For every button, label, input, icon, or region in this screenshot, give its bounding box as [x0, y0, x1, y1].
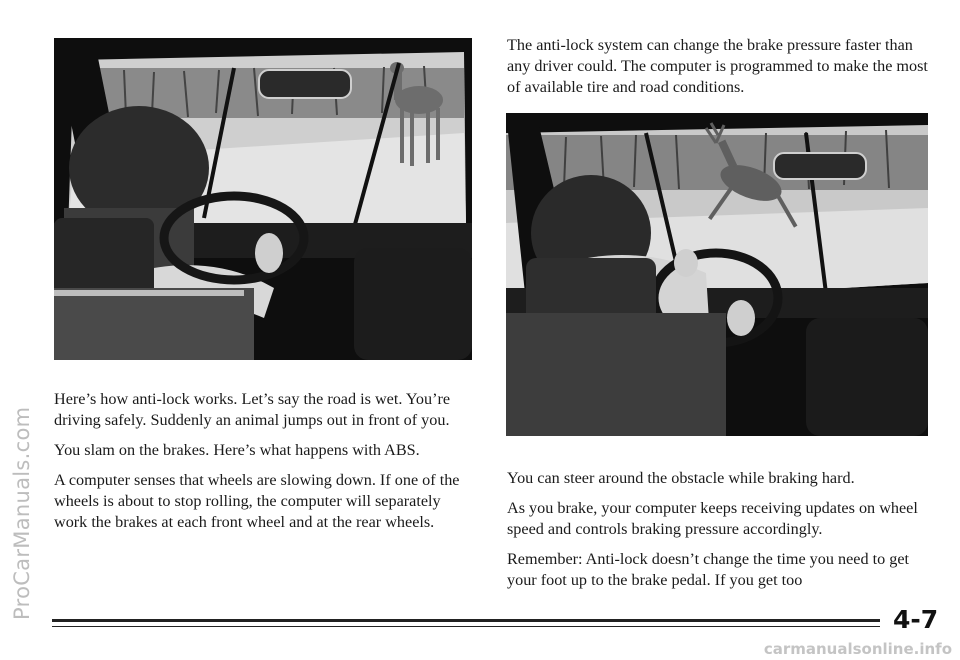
paragraph: Remember: Anti-lock doesn’t change the time you need to get your foot up to the brake pedal. If you get too [507, 550, 910, 589]
page-number: 4-7 [893, 605, 939, 634]
footer-watermark: carmanualsonline.info [763, 640, 952, 658]
side-watermark: ProCarManuals.com [10, 406, 34, 620]
paragraph: Here’s how anti-lock works. Let’s say the road is wet. You’re driving safely. Suddenly an animal jumps out in front of you. [54, 390, 451, 429]
paragraph: As you brake, your computer keeps receiving updates on wheel speed and controls braking pressure accordingly. [507, 499, 918, 538]
paragraph: A computer senses that wheels are slowing down. If one of the wheels is about to stop rolling, the computer will separately work the brakes at each front wheel and at the rear wheels. [54, 471, 460, 531]
illustration-driver-steering-around-deer [506, 113, 928, 436]
paragraph: You can steer around the obstacle while braking hard. [507, 469, 855, 487]
paragraph: The anti-lock system can change the brake pressure faster than any driver could. The computer is programmed to make the most of available tire and road conditions. [507, 36, 928, 96]
paragraph-group-right-top [507, 35, 932, 107]
paragraph-group-right-bottom [507, 468, 932, 600]
paragraph-group-left-bottom [54, 389, 474, 542]
paragraph: You slam on the brakes. Here’s what happens with ABS. [54, 441, 420, 459]
footer-rule-thin [52, 626, 880, 627]
footer-rule-thick [52, 619, 880, 622]
illustration-driver-deer-ahead [54, 38, 472, 360]
